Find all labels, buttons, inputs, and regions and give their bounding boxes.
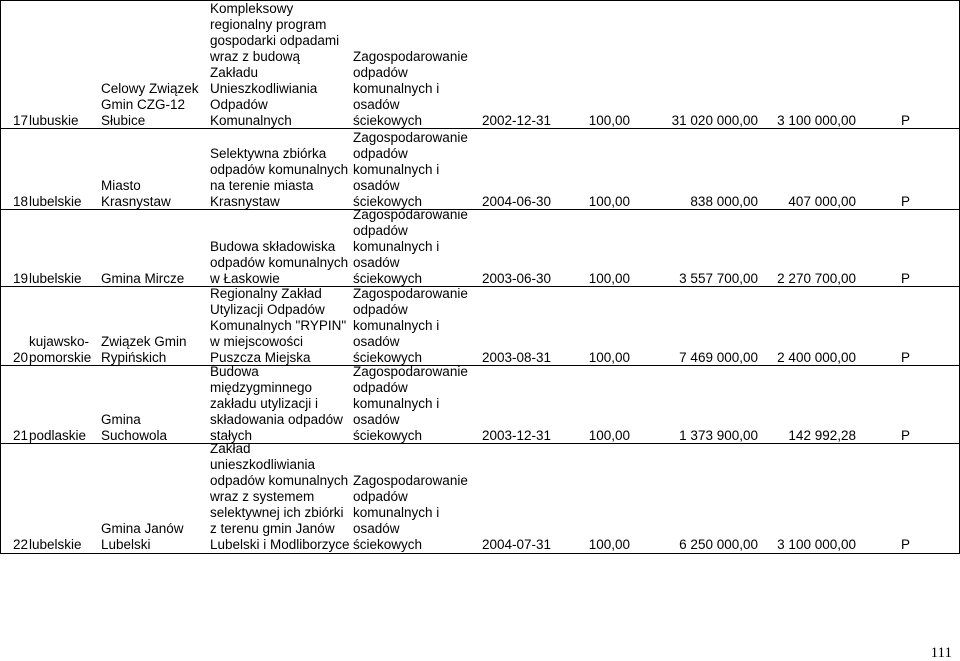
- completion-date: 2002-12-31: [481, 113, 551, 128]
- row-number: 22: [12, 537, 28, 552]
- table-row: [0, 128, 960, 210]
- voivodeship: podlaskie: [29, 428, 87, 443]
- project-category: Zagospodarowanie odpadów komunalnych i osadów ściekowych: [353, 207, 468, 286]
- completion-date: 2004-07-31: [481, 537, 551, 552]
- row-number: 18: [12, 194, 28, 209]
- status-flag: P: [900, 113, 910, 128]
- row-number: 19: [12, 271, 28, 286]
- funding-amount: 3 100 000,00: [777, 537, 856, 552]
- project-title: Selektywna zbiórka odpadów komunalnych na terenie miasta Krasnystaw: [210, 146, 349, 209]
- table-row: [0, 0, 960, 129]
- percentage: 100,00: [588, 194, 630, 209]
- project-category: Zagospodarowanie odpadów komunalnych i osadów ściekowych: [353, 286, 468, 365]
- beneficiary: Gmina Janów Lubelski: [101, 521, 184, 552]
- completion-date: 2003-06-30: [481, 271, 551, 286]
- row-number: 17: [12, 113, 28, 128]
- total-cost: 3 557 700,00: [679, 271, 758, 286]
- percentage: 100,00: [588, 113, 630, 128]
- project-title: Budowa składowiska odpadów komunalnych w Łaskowie: [210, 239, 349, 286]
- funding-amount: 407 000,00: [788, 194, 856, 209]
- beneficiary: Celowy Związek Gmin CZG-12 Słubice: [101, 81, 199, 128]
- status-flag: P: [900, 350, 910, 365]
- status-flag: P: [900, 194, 910, 209]
- total-cost: 31 020 000,00: [671, 113, 758, 128]
- percentage: 100,00: [588, 537, 630, 552]
- page-number: 111: [930, 645, 952, 661]
- project-title: Budowa międzygminnego zakładu utylizacji i składowania odpadów stałych: [210, 364, 343, 443]
- project-title: Kompleksowy regionalny program gospodarki odpadami wraz z budową Zakładu Unieszkodliwiania Odpadów Komunalnych: [210, 1, 340, 128]
- project-category: Zagospodarowanie odpadów komunalnych i osadów ściekowych: [353, 49, 468, 128]
- project-category: Zagospodarowanie odpadów komunalnych i osadów ściekowych: [353, 473, 468, 552]
- completion-date: 2003-08-31: [481, 350, 551, 365]
- status-flag: P: [900, 271, 910, 286]
- voivodeship: lubelskie: [29, 271, 82, 286]
- status-flag: P: [900, 537, 910, 552]
- table-row: [0, 443, 960, 554]
- total-cost: 838 000,00: [690, 194, 758, 209]
- table-row: [0, 365, 960, 444]
- table-row: [0, 209, 960, 287]
- voivodeship: lubuskie: [29, 113, 79, 128]
- beneficiary: Gmina Mircze: [101, 271, 185, 286]
- percentage: 100,00: [588, 271, 630, 286]
- total-cost: 1 373 900,00: [679, 428, 758, 443]
- total-cost: 6 250 000,00: [679, 537, 758, 552]
- row-number: 21: [12, 428, 28, 443]
- row-number: 20: [12, 350, 28, 365]
- status-flag: P: [900, 428, 910, 443]
- voivodeship: lubelskie: [29, 194, 82, 209]
- project-title: Zakład unieszkodliwiania odpadów komunalnych wraz z systemem selektywnej ich zbiórki z terenu gmin Janów Lubelski i Modliborzyce: [210, 441, 350, 552]
- beneficiary: Związek Gmin Rypińskich: [101, 334, 187, 365]
- beneficiary: Miasto Krasnystaw: [101, 178, 171, 209]
- project-title: Regionalny Zakład Utylizacji Odpadów Komunalnych "RYPIN" w miejscowości Puszcza Miejska: [210, 286, 347, 365]
- funding-amount: 2 400 000,00: [777, 350, 856, 365]
- funding-amount: 3 100 000,00: [777, 113, 856, 128]
- percentage: 100,00: [588, 428, 630, 443]
- project-category: Zagospodarowanie odpadów komunalnych i osadów ściekowych: [353, 364, 468, 443]
- voivodeship: kujawsko- pomorskie: [29, 334, 92, 365]
- voivodeship: lubelskie: [29, 537, 82, 552]
- funding-amount: 142 992,28: [788, 428, 856, 443]
- beneficiary: Gmina Suchowola: [101, 412, 168, 443]
- total-cost: 7 469 000,00: [679, 350, 758, 365]
- percentage: 100,00: [588, 350, 630, 365]
- completion-date: 2003-12-31: [481, 428, 551, 443]
- project-category: Zagospodarowanie odpadów komunalnych i osadów ściekowych: [353, 130, 468, 209]
- table-row: [0, 286, 960, 366]
- funding-amount: 2 270 700,00: [777, 271, 856, 286]
- completion-date: 2004-06-30: [481, 194, 551, 209]
